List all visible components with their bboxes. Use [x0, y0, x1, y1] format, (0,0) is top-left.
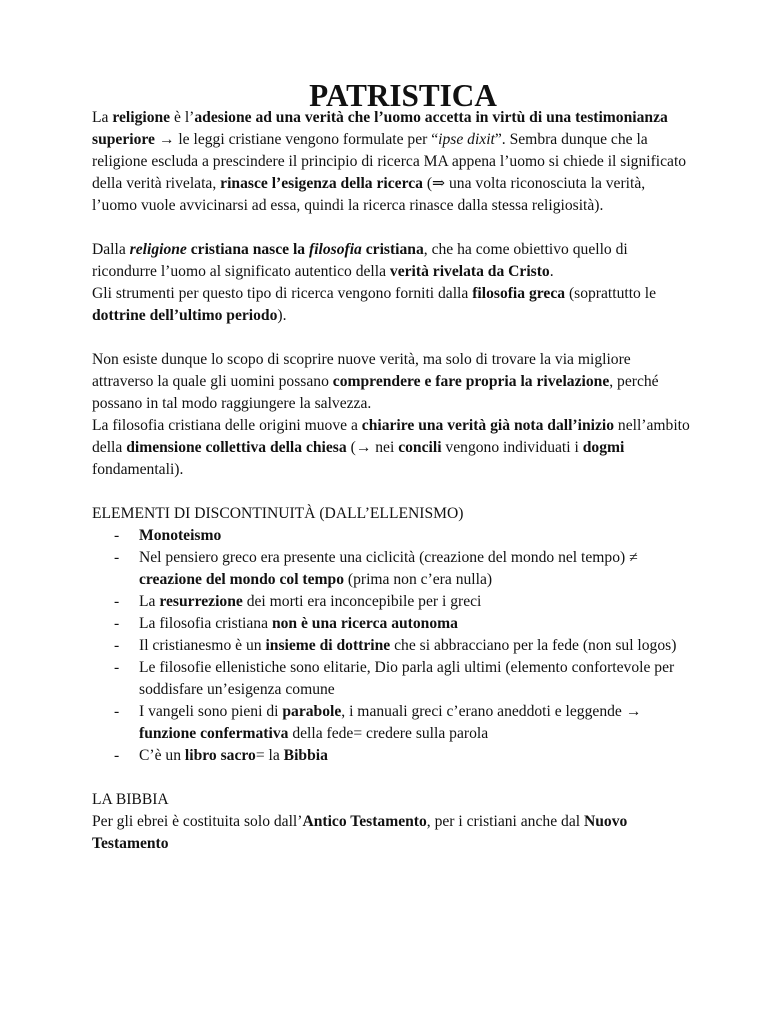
text-run: (→ nei: [346, 439, 399, 456]
document-page: [92, 78, 692, 855]
paragraph-gap: [92, 217, 692, 239]
text-run: è l’: [170, 109, 195, 126]
text-run: ).: [277, 307, 287, 324]
bold-text: adesione ad una verità che l’uomo accetta in virtù di una testimonianza superiore: [92, 109, 668, 148]
paragraph-religion-definition: [92, 107, 692, 217]
list-item: [92, 635, 692, 657]
paragraph-bible: [92, 811, 692, 855]
list-item: [92, 745, 692, 767]
text-run: Nel pensiero greco era presente una ciclicità (creazione del mondo nel tempo) ≠: [139, 549, 638, 566]
text-run: I vangeli sono pieni di: [139, 703, 283, 720]
bold-text: religione: [112, 109, 171, 126]
text-run: .: [549, 263, 554, 280]
paragraph-gap: [92, 481, 692, 503]
list-dash: -: [114, 527, 120, 544]
text-run: La: [92, 109, 113, 126]
bold-italic-text: religione: [129, 241, 187, 258]
bold-text: Monoteismo: [139, 527, 222, 544]
bold-text: rinasce l’esigenza della ricerca: [220, 175, 423, 192]
text-run: Il cristianesmo è un: [139, 637, 266, 654]
bold-text: dogmi: [582, 439, 625, 456]
list-item: [92, 525, 692, 547]
text-run: dei morti era inconcepibile per i greci: [242, 593, 482, 610]
bold-text: libro sacro: [184, 747, 256, 764]
bold-text: cristiana: [361, 241, 424, 258]
text-run: ”. Sembra dunque che la religione escluda a prescindere il principio di ricerca MA appena l’uomo si chiede il significato della verità rivelata,: [92, 131, 687, 192]
text-run: della fede= credere sulla parola: [288, 725, 489, 742]
bold-text: [130, 241, 424, 258]
list-dash: -: [114, 659, 120, 676]
text-run: Gli strumenti per questo tipo di ricerca vengono forniti dalla: [92, 285, 473, 302]
text-run: → le leggi cristiane vengono formulate per “: [154, 131, 439, 148]
text-run: Per gli ebrei è costituita solo dall’: [92, 813, 303, 830]
list-item: [92, 701, 692, 745]
bold-text: filosofia greca: [472, 285, 566, 302]
bold-text: concili: [398, 439, 442, 456]
bold-text: dottrine dell’ultimo periodo: [92, 307, 278, 324]
text-run: (soprattutto le: [565, 285, 656, 302]
text-run: fondamentali).: [92, 461, 184, 478]
paragraph-gap: [92, 327, 692, 349]
text-run: Dalla: [92, 241, 130, 258]
paragraph-greek-tools: [92, 283, 692, 327]
list-item: [92, 547, 692, 591]
text-run: , perché possano in tal modo raggiungere la salvezza.: [92, 373, 659, 412]
italic-text: ipse dixit: [438, 131, 495, 148]
page-title: PATRISTICA: [309, 78, 497, 113]
bold-text: chiarire una verità già nota dall’inizio: [361, 417, 615, 434]
section-heading-bible: LA BIBBIA: [92, 791, 169, 808]
text-run: , che ha come obiettivo quello di ricondurre l’uomo al significato autentico della: [92, 241, 628, 280]
discontinuity-list: [92, 525, 692, 767]
bold-text: Antico Testamento: [302, 813, 427, 830]
text-run: = la: [255, 747, 284, 764]
list-item: [92, 591, 692, 613]
list-dash: -: [114, 637, 120, 654]
list-dash: -: [114, 549, 120, 566]
text-run: , per i cristiani anche dal: [426, 813, 584, 830]
text-run: (prima non c’era nulla): [344, 571, 493, 588]
bold-text: cristiana nasce la: [186, 241, 309, 258]
bold-text: resurrezione: [159, 593, 243, 610]
text-run: C’è un: [139, 747, 185, 764]
bold-text: Nuovo Testamento: [92, 813, 628, 852]
bold-text: creazione del mondo col tempo: [139, 571, 344, 588]
section-heading-discontinuity: ELEMENTI DI DISCONTINUITÀ (DALL’ELLENISMO): [92, 505, 464, 522]
bold-text: Bibbia: [283, 747, 328, 764]
text-run: (⇒ una volta riconosciuta la verità, l’uomo vuole avvicinarsi ad essa, quindi la ricerca rinasce dalla stessa religiosità).: [92, 175, 646, 214]
text-run: La filosofia cristiana: [139, 615, 272, 632]
paragraph-scope: [92, 349, 692, 415]
bold-text: insieme di dottrine: [265, 637, 391, 654]
paragraph-christian-philosophy: [92, 239, 692, 283]
text-run: La filosofia cristiana delle origini muove a: [92, 417, 362, 434]
list-dash: -: [114, 593, 120, 610]
list-item: [92, 657, 692, 701]
text-run: vengono individuati i: [441, 439, 583, 456]
list-dash: -: [114, 747, 120, 764]
paragraph-gap: [92, 767, 692, 789]
bold-text: non è una ricerca autonoma: [271, 615, 458, 632]
text-run: nell’ambito della: [92, 417, 690, 456]
paragraph-origins: [92, 415, 692, 481]
bold-text: funzione confermativa: [139, 725, 289, 742]
text-run: , i manuali greci c’erano aneddoti e leggende →: [341, 703, 642, 720]
list-item: [92, 613, 692, 635]
text-run: Non esiste dunque lo scopo di scoprire nuove verità, ma solo di trovare la via migliore attraverso la quale gli uomini possano: [92, 351, 631, 390]
bold-text: verità rivelata da Cristo: [389, 263, 550, 280]
text-run: che si abbracciano per la fede (non sul logos): [390, 637, 677, 654]
list-dash: -: [114, 615, 120, 632]
bold-text: parabole: [282, 703, 342, 720]
bold-text: dimensione collettiva della chiesa: [126, 439, 347, 456]
text-run: Le filosofie ellenistiche sono elitarie, Dio parla agli ultimi (elemento confortevole per soddisfare un’esigenza comune: [139, 659, 675, 698]
bold-text: comprendere e fare propria la rivelazione: [332, 373, 610, 390]
list-dash: -: [114, 703, 120, 720]
bold-italic-text: filosofia: [309, 241, 362, 258]
text-run: La: [139, 593, 160, 610]
